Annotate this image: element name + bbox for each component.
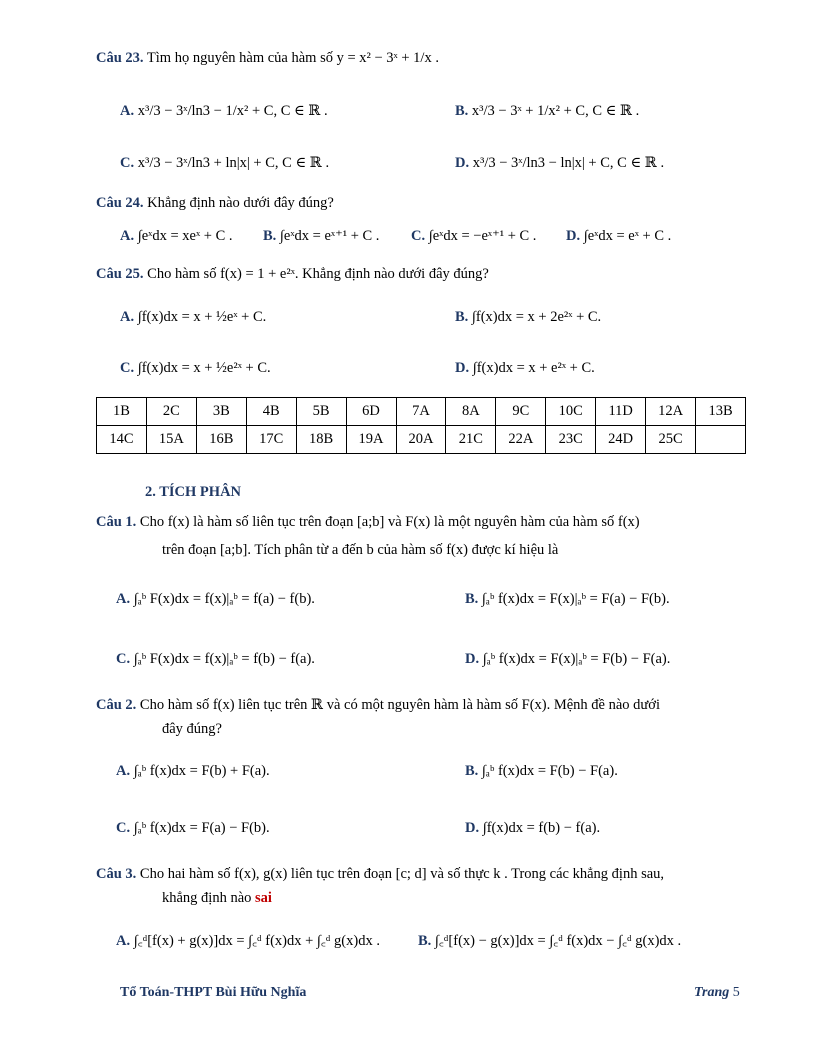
table-cell: 19A	[346, 426, 396, 454]
table-cell: 21C	[446, 426, 496, 454]
q24-stem	[96, 195, 334, 212]
table-cell: 7A	[396, 398, 446, 426]
s2q3-line1	[96, 866, 664, 883]
option-label: A.	[116, 763, 131, 779]
option-label: B.	[263, 228, 277, 244]
option-text: ∫ₐᵇ F(x)dx = f(x)|ₐᵇ = f(a) − f(b).	[133, 591, 315, 607]
option-label: B.	[465, 591, 479, 607]
s2q2-line1	[96, 697, 660, 714]
s2q3-option-a[interactable]	[116, 930, 380, 950]
table-cell: 12A	[646, 398, 696, 426]
option-text: ∫ₐᵇ f(x)dx = F(b) + F(a).	[133, 763, 270, 779]
footer-page	[694, 985, 740, 1001]
q23-label: Câu 23.	[96, 50, 144, 66]
q24-option-c[interactable]	[411, 228, 536, 245]
option-label: A.	[116, 933, 131, 949]
option-text: ∫f(x)dx = x + 2e²ˣ + C.	[471, 309, 602, 325]
option-text: ∫eˣdx = eˣ⁺¹ + C .	[279, 228, 380, 244]
q23-option-d[interactable]	[455, 155, 664, 172]
option-text: x³/3 − 3ˣ/ln3 + ln|x| + C, C ∈ ℝ .	[137, 155, 330, 171]
table-cell: 25C	[646, 426, 696, 454]
q25-text: Cho hàm số	[147, 266, 217, 282]
q25-option-c[interactable]	[120, 360, 271, 377]
footer-school: Tổ Toán-THPT Bùi Hữu Nghĩa	[120, 985, 307, 1000]
table-cell: 1B	[97, 398, 147, 426]
option-text: ∫eˣdx = xeˣ + C .	[137, 228, 233, 244]
option-text: ∫f(x)dx = x + ½e²ˣ + C.	[137, 360, 271, 376]
page-word: Trang	[694, 985, 730, 1000]
option-text: x³/3 − 3ˣ/ln3 − 1/x² + C, C ∈ ℝ .	[137, 103, 328, 119]
option-text: ∫eˣdx = eˣ + C .	[583, 228, 672, 244]
option-label: D.	[455, 360, 470, 376]
table-cell: 10C	[546, 398, 596, 426]
s2q3-text2: khẳng định nào	[162, 890, 252, 906]
option-text: ∫f(x)dx = x + ½eˣ + C.	[137, 309, 267, 325]
option-label: B.	[455, 309, 469, 325]
table-cell: 5B	[296, 398, 346, 426]
option-label: A.	[120, 309, 135, 325]
s2q3-text: Cho hai hàm số f(x), g(x) liên tục trên đoạn [c; d] và số thực k . Trong các khẳng định sau,	[139, 866, 665, 882]
table-cell: 4B	[246, 398, 296, 426]
option-text: ∫f(x)dx = x + e²ˣ + C.	[472, 360, 595, 376]
table-cell: 18B	[296, 426, 346, 454]
s2q1-text: Cho f(x) là hàm số liên tục trên đoạn [a;b] và F(x) là một nguyên hàm của hàm số f(x)	[139, 514, 640, 530]
q25-option-d[interactable]	[455, 360, 595, 377]
s2q1-line2: trên đoạn [a;b]. Tích phân từ a đến b của hàm số f(x) được kí hiệu là	[162, 542, 559, 558]
s2q2-option-b[interactable]	[465, 763, 618, 780]
s2q3-line2	[162, 890, 272, 907]
q23-option-b[interactable]	[455, 103, 639, 120]
option-text: x³/3 − 3ˣ/ln3 − ln|x| + C, C ∈ ℝ .	[472, 155, 665, 171]
option-text: ∫ₐᵇ f(x)dx = F(x)|ₐᵇ = F(a) − F(b).	[481, 591, 670, 607]
q24-text: Khẳng định nào dưới đây đúng?	[147, 195, 334, 211]
s2q2-text: Cho hàm số f(x) liên tục trên ℝ và có một nguyên hàm là hàm số F(x). Mệnh đề nào dưới	[139, 697, 660, 713]
option-text: x³/3 − 3ˣ + 1/x² + C, C ∈ ℝ .	[471, 103, 640, 119]
table-cell: 24D	[596, 426, 646, 454]
option-label: A.	[120, 228, 135, 244]
option-label: B.	[418, 933, 432, 949]
page-number: 5	[732, 985, 740, 1000]
option-label: C.	[120, 360, 135, 376]
table-cell: 6D	[346, 398, 396, 426]
option-text: ∫ₐᵇ f(x)dx = F(a) − F(b).	[133, 820, 270, 836]
table-cell: 17C	[246, 426, 296, 454]
q23-option-a[interactable]	[120, 103, 328, 120]
section-title: 2. TÍCH PHÂN	[145, 484, 242, 500]
table-cell: 3B	[196, 398, 246, 426]
option-text: ∫ₐᵇ f(x)dx = F(b) − F(a).	[481, 763, 618, 779]
s2q1-option-a[interactable]	[116, 591, 315, 608]
table-cell: 14C	[97, 426, 147, 454]
s2q1-line1	[96, 514, 640, 531]
option-label: C.	[120, 155, 135, 171]
option-text: ∫eˣdx = −eˣ⁺¹ + C .	[428, 228, 537, 244]
q25-stem	[96, 266, 489, 283]
table-row	[97, 398, 746, 426]
q24-option-a[interactable]	[120, 228, 233, 245]
q25-label: Câu 25.	[96, 266, 144, 282]
table-cell: 8A	[446, 398, 496, 426]
option-label: D.	[566, 228, 581, 244]
q24-option-b[interactable]	[263, 228, 379, 245]
answer-table	[96, 397, 746, 454]
option-label: B.	[455, 103, 469, 119]
table-cell: 15A	[146, 426, 196, 454]
option-label: D.	[455, 155, 470, 171]
table-cell: 22A	[496, 426, 546, 454]
table-cell	[696, 426, 746, 454]
option-text: ∫ₐᵇ f(x)dx = F(x)|ₐᵇ = F(b) − F(a).	[482, 651, 671, 667]
s2q2-option-c[interactable]	[116, 820, 270, 837]
option-label: D.	[465, 651, 480, 667]
option-label: B.	[465, 763, 479, 779]
s2q3-keyword-sai: sai	[255, 890, 272, 906]
table-cell: 11D	[596, 398, 646, 426]
q25-formula: f(x) = 1 + e²ˣ	[220, 266, 295, 282]
q24-label: Câu 24.	[96, 195, 144, 211]
option-label: D.	[465, 820, 480, 836]
q23-formula: y = x² − 3ˣ + 1/x .	[336, 50, 439, 66]
s2q2-option-a[interactable]	[116, 763, 270, 780]
option-label: C.	[116, 820, 131, 836]
option-text: ∫꜀ᵈ[f(x) − g(x)]dx = ∫꜀ᵈ f(x)dx − ∫꜀ᵈ g(x)dx .	[434, 933, 682, 949]
option-label: A.	[120, 103, 135, 119]
option-label: C.	[116, 651, 131, 667]
table-cell: 20A	[396, 426, 446, 454]
table-cell: 16B	[196, 426, 246, 454]
option-label: C.	[411, 228, 426, 244]
s2q1-label: Câu 1.	[96, 514, 137, 530]
q23-stem	[96, 50, 439, 67]
s2q3-option-b[interactable]	[418, 930, 681, 950]
s2q2-option-d[interactable]	[465, 820, 600, 837]
option-text: ∫꜀ᵈ[f(x) + g(x)]dx = ∫꜀ᵈ f(x)dx + ∫꜀ᵈ g(x)dx .	[133, 933, 380, 949]
option-label: A.	[116, 591, 131, 607]
q25-option-b[interactable]	[455, 309, 601, 326]
table-cell: 13B	[696, 398, 746, 426]
q23-option-c[interactable]	[120, 155, 329, 172]
table-row	[97, 426, 746, 454]
table-cell: 9C	[496, 398, 546, 426]
q24-option-d[interactable]	[566, 228, 671, 245]
table-cell: 2C	[146, 398, 196, 426]
q25-option-a[interactable]	[120, 309, 266, 326]
option-text: ∫f(x)dx = f(b) − f(a).	[482, 820, 601, 836]
s2q3-label: Câu 3.	[96, 866, 137, 882]
s2q2-label: Câu 2.	[96, 697, 137, 713]
s2q1-option-d[interactable]	[465, 651, 670, 668]
table-cell: 23C	[546, 426, 596, 454]
q23-text: Tìm họ nguyên hàm của hàm số	[146, 50, 333, 66]
s2q1-option-c[interactable]	[116, 651, 315, 668]
q25-text2: . Khẳng định nào dưới đây đúng?	[294, 266, 489, 282]
option-text: ∫ₐᵇ F(x)dx = f(x)|ₐᵇ = f(b) − f(a).	[133, 651, 315, 667]
s2q2-line2: đây đúng?	[162, 721, 222, 737]
s2q1-option-b[interactable]	[465, 591, 670, 608]
